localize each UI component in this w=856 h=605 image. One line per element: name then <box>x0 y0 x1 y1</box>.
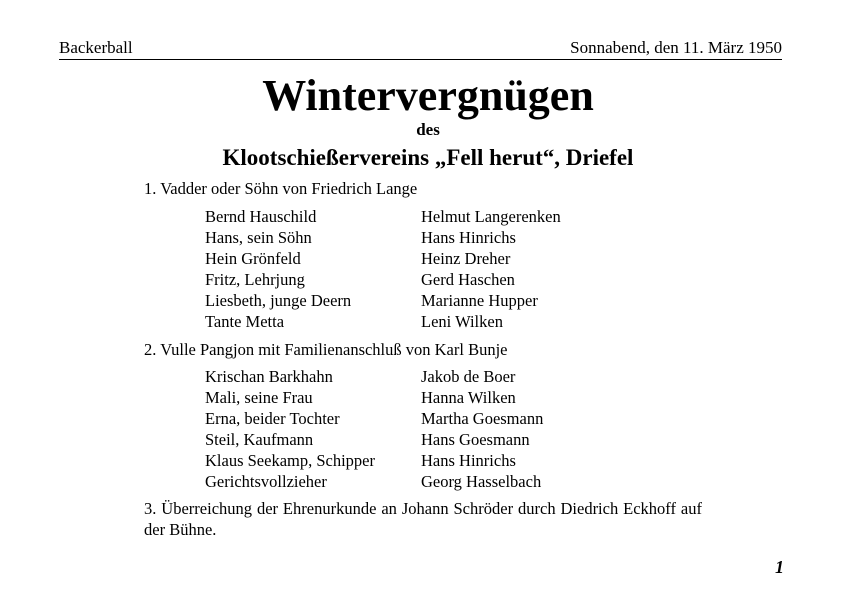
cast-role: Fritz, Lehrjung <box>205 270 305 289</box>
header-date: Sonnabend, den 11. März 1950 <box>570 38 782 57</box>
cast-row <box>205 471 605 492</box>
cast-role: Hans, sein Söhn <box>205 228 312 247</box>
cast-row <box>205 408 605 429</box>
cast-row <box>205 387 605 408</box>
cast-role: Tante Metta <box>205 312 285 331</box>
cast-actor: Hans Goesmann <box>421 430 530 449</box>
program-item-3: 3. Überreichung der Ehrenurkunde an Johann Schröder durch Diedrich Eckhoff auf der Bühne. <box>144 499 702 539</box>
cast-role: Krischan Barkhahn <box>205 367 333 386</box>
program-item-1-heading: 1. Vadder oder Söhn von Friedrich Lange <box>144 179 418 198</box>
cast-role: Klaus Seekamp, Schipper <box>205 451 376 470</box>
cast-actor: Leni Wilken <box>421 312 503 331</box>
header-left-title: Backerball <box>59 38 133 57</box>
page-title: Wintervergnügen <box>262 71 594 120</box>
cast-actor: Jakob de Boer <box>421 367 516 386</box>
cast-actor: Hanna Wilken <box>421 388 516 407</box>
cast-row <box>205 290 605 311</box>
cast-actor: Hans Hinrichs <box>421 228 516 247</box>
cast-role: Hein Grönfeld <box>205 249 301 268</box>
cast-role: Erna, beider Tochter <box>205 409 340 428</box>
cast-row <box>205 248 605 269</box>
cast-role: Bernd Hauschild <box>205 207 317 226</box>
cast-actor: Hans Hinrichs <box>421 451 516 470</box>
cast-role: Liesbeth, junge Deern <box>205 291 352 310</box>
cast-actor: Marianne Hupper <box>421 291 538 310</box>
cast-actor: Gerd Haschen <box>421 270 515 289</box>
cast-row <box>205 311 605 332</box>
cast-row <box>205 429 605 450</box>
cast-role: Mali, seine Frau <box>205 388 313 407</box>
cast-actor: Heinz Dreher <box>421 249 511 268</box>
cast-row <box>205 366 605 387</box>
title-connector: des <box>416 120 440 139</box>
page-number: 1 <box>775 557 784 577</box>
cast-actor: Georg Hasselbach <box>421 472 542 491</box>
cast-actor: Helmut Langerenken <box>421 207 561 226</box>
page-subtitle: Klootschießervereins „Fell herut“, Driefel <box>222 145 634 170</box>
cast-role: Gerichtsvollzieher <box>205 472 327 491</box>
page-header <box>59 38 782 60</box>
cast-row <box>205 206 605 227</box>
cast-list-1 <box>205 206 605 332</box>
cast-row <box>205 269 605 290</box>
cast-row <box>205 227 605 248</box>
cast-role: Steil, Kaufmann <box>205 430 314 449</box>
program-item-2-heading: 2. Vulle Pangjon mit Familienanschluß von Karl Bunje <box>144 340 508 359</box>
cast-row <box>205 450 605 471</box>
cast-actor: Martha Goesmann <box>421 409 544 428</box>
cast-list-2 <box>205 366 605 492</box>
